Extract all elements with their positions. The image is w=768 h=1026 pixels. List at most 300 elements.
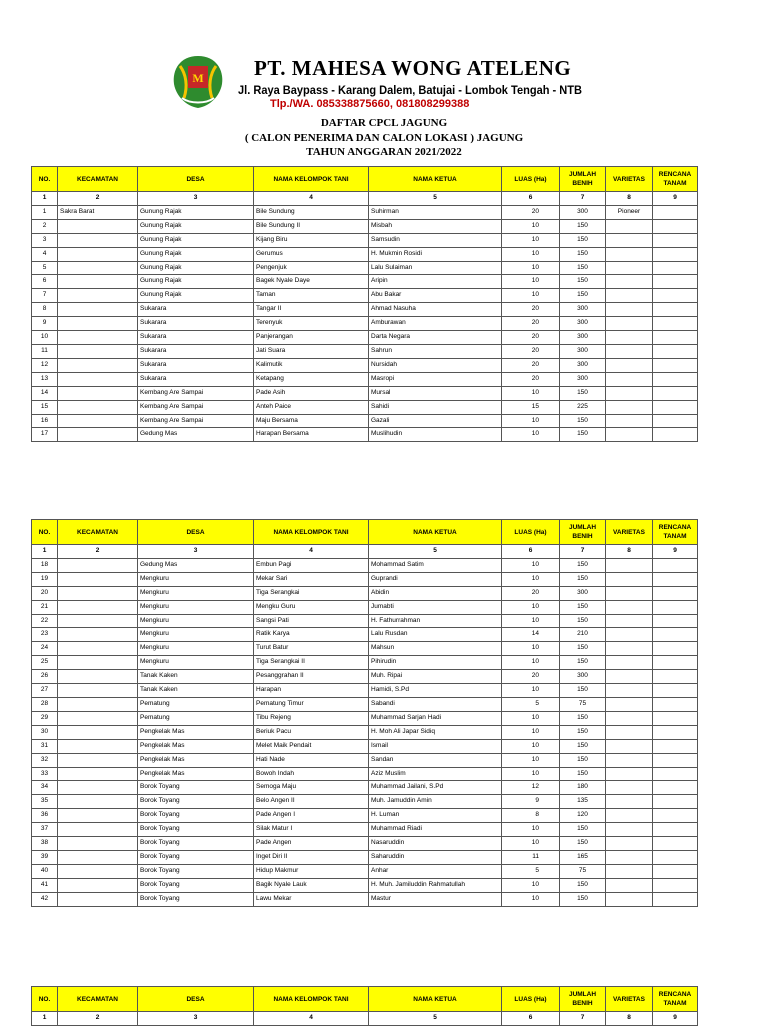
cell-kelompok: Bile Sundung <box>254 205 369 219</box>
cell-desa: Gedung Mas <box>138 558 254 572</box>
column-header-varietas: VARIETAS <box>606 520 653 545</box>
table-row <box>32 303 698 317</box>
cell-varietas <box>606 739 653 753</box>
cell-varietas <box>606 233 653 247</box>
cell-luas: 10 <box>502 823 560 837</box>
column-number: 6 <box>502 545 560 559</box>
cell-no: 12 <box>32 358 58 372</box>
column-number: 2 <box>58 1012 138 1026</box>
column-header-luas: LUAS (Ha) <box>502 520 560 545</box>
cell-kecamatan: Sakra Barat <box>58 205 138 219</box>
column-header-rencana: RENCANA TANAM <box>653 167 698 192</box>
cell-luas: 10 <box>502 837 560 851</box>
cell-no: 1 <box>32 205 58 219</box>
table-row <box>32 344 698 358</box>
cell-kelompok: Tiga Serangkai II <box>254 656 369 670</box>
cell-kecamatan <box>58 372 138 386</box>
column-header-kelompok: NAMA KELOMPOK TANI <box>254 167 369 192</box>
cell-benih: 150 <box>560 767 606 781</box>
table-row <box>32 372 698 386</box>
cell-no: 20 <box>32 586 58 600</box>
cell-benih: 150 <box>560 711 606 725</box>
cell-no: 9 <box>32 317 58 331</box>
cell-luas: 10 <box>502 275 560 289</box>
cell-no: 30 <box>32 725 58 739</box>
cell-rencana <box>653 781 698 795</box>
cell-varietas <box>606 247 653 261</box>
table-row <box>32 892 698 906</box>
cell-varietas <box>606 753 653 767</box>
cell-benih: 300 <box>560 317 606 331</box>
cell-varietas <box>606 809 653 823</box>
cell-no: 6 <box>32 275 58 289</box>
cell-no: 38 <box>32 837 58 851</box>
cell-kecamatan <box>58 739 138 753</box>
cell-kelompok: Bagek Nyale Daye <box>254 275 369 289</box>
cell-ketua: Darta Negara <box>369 331 502 345</box>
cell-benih: 150 <box>560 600 606 614</box>
column-header-desa: DESA <box>138 520 254 545</box>
cell-no: 22 <box>32 614 58 628</box>
column-header-varietas: VARIETAS <box>606 167 653 192</box>
cell-no: 15 <box>32 400 58 414</box>
table-row <box>32 331 698 345</box>
table-row <box>32 414 698 428</box>
cell-luas: 10 <box>502 247 560 261</box>
table-header-row <box>32 520 698 545</box>
cell-no: 21 <box>32 600 58 614</box>
cell-ketua: H. Fathurrahman <box>369 614 502 628</box>
table-row <box>32 275 698 289</box>
cell-rencana <box>653 767 698 781</box>
cell-no: 28 <box>32 697 58 711</box>
cell-varietas <box>606 303 653 317</box>
cell-ketua: H. Muh. Jamiluddin Rahmatullah <box>369 878 502 892</box>
cell-benih: 150 <box>560 753 606 767</box>
cell-varietas <box>606 558 653 572</box>
cell-ketua: Nursidah <box>369 358 502 372</box>
column-number: 5 <box>369 1012 502 1026</box>
cell-no: 18 <box>32 558 58 572</box>
cell-desa: Sukarara <box>138 358 254 372</box>
cell-ketua: Muhammad Jailani, S.Pd <box>369 781 502 795</box>
cell-varietas <box>606 600 653 614</box>
cell-luas: 10 <box>502 414 560 428</box>
cell-no: 29 <box>32 711 58 725</box>
table-row <box>32 767 698 781</box>
cell-luas: 12 <box>502 781 560 795</box>
cell-rencana <box>653 572 698 586</box>
table-row <box>32 317 698 331</box>
cell-varietas <box>606 670 653 684</box>
cell-rencana <box>653 670 698 684</box>
cell-ketua: H. Moh Ali Japar Sidiq <box>369 725 502 739</box>
cell-kelompok: Pade Angen <box>254 837 369 851</box>
cell-no: 26 <box>32 670 58 684</box>
cell-desa: Sukarara <box>138 344 254 358</box>
cell-benih: 300 <box>560 303 606 317</box>
title-line-3: TAHUN ANGGARAN 2021/2022 <box>306 146 462 158</box>
cell-desa: Mengkuru <box>138 614 254 628</box>
cell-kelompok: Maju Bersama <box>254 414 369 428</box>
cell-ketua: Pihirudin <box>369 656 502 670</box>
cell-kelompok: Ratik Karya <box>254 628 369 642</box>
cell-kecamatan <box>58 795 138 809</box>
cell-kelompok: Inget Diri II <box>254 850 369 864</box>
cell-varietas <box>606 697 653 711</box>
cell-kelompok: Kalimutik <box>254 358 369 372</box>
cell-no: 5 <box>32 261 58 275</box>
cell-rencana <box>653 233 698 247</box>
cell-ketua: Misbah <box>369 219 502 233</box>
cell-kecamatan <box>58 684 138 698</box>
company-logo-icon <box>166 52 230 110</box>
cell-rencana <box>653 289 698 303</box>
cell-varietas <box>606 795 653 809</box>
table-header-row <box>32 167 698 192</box>
cell-luas: 5 <box>502 864 560 878</box>
title-line-1: DAFTAR CPCL JAGUNG <box>320 117 448 129</box>
cell-kelompok: Gerumus <box>254 247 369 261</box>
cell-ketua: H. Mukmin Rosidi <box>369 247 502 261</box>
cell-luas: 10 <box>502 558 560 572</box>
column-number: 7 <box>560 192 606 206</box>
column-number: 5 <box>369 192 502 206</box>
cell-benih: 180 <box>560 781 606 795</box>
cell-kecamatan <box>58 331 138 345</box>
cell-desa: Gunung Rajak <box>138 261 254 275</box>
cell-benih: 150 <box>560 558 606 572</box>
cell-luas: 10 <box>502 386 560 400</box>
cell-luas: 10 <box>502 428 560 442</box>
cell-desa: Gunung Rajak <box>138 289 254 303</box>
cell-kecamatan <box>58 697 138 711</box>
cell-benih: 150 <box>560 275 606 289</box>
cell-kecamatan <box>58 878 138 892</box>
table-row <box>32 795 698 809</box>
cell-ketua: Jumabti <box>369 600 502 614</box>
cell-kelompok: Hidup Makmur <box>254 864 369 878</box>
column-number: 3 <box>138 1012 254 1026</box>
cell-rencana <box>653 558 698 572</box>
column-header-luas: LUAS (Ha) <box>502 987 560 1012</box>
cell-rencana <box>653 372 698 386</box>
cell-kecamatan <box>58 767 138 781</box>
cell-varietas <box>606 878 653 892</box>
cell-rencana <box>653 684 698 698</box>
cell-ketua: Muh. Ripai <box>369 670 502 684</box>
cell-desa: Pematung <box>138 697 254 711</box>
cell-rencana <box>653 344 698 358</box>
table-row <box>32 656 698 670</box>
cell-benih: 150 <box>560 572 606 586</box>
cell-ketua: Mursal <box>369 386 502 400</box>
cell-kelompok: Taman <box>254 289 369 303</box>
cell-rencana <box>653 414 698 428</box>
cell-kelompok: Embun Pagi <box>254 558 369 572</box>
cell-ketua: Mohammad Satim <box>369 558 502 572</box>
cell-rencana <box>653 317 698 331</box>
cell-varietas <box>606 386 653 400</box>
cell-desa: Sukarara <box>138 372 254 386</box>
cell-benih: 150 <box>560 289 606 303</box>
cell-no: 19 <box>32 572 58 586</box>
column-header-kecamatan: KECAMATAN <box>58 167 138 192</box>
company-phone: Tlp./WA. 085338875660, 081808299388 <box>270 98 470 110</box>
cell-ketua: Saharuddin <box>369 850 502 864</box>
cell-kelompok: Pesanggrahan II <box>254 670 369 684</box>
column-header-benih: JUMLAH BENIH <box>560 167 606 192</box>
cell-rencana <box>653 331 698 345</box>
cell-desa: Mengkuru <box>138 586 254 600</box>
cell-desa: Mengkuru <box>138 628 254 642</box>
cell-ketua: Abidin <box>369 586 502 600</box>
table-row <box>32 247 698 261</box>
cell-luas: 10 <box>502 289 560 303</box>
cell-ketua: Muhammad Sarjan Hadi <box>369 711 502 725</box>
cell-benih: 150 <box>560 739 606 753</box>
cell-kelompok: Semoga Maju <box>254 781 369 795</box>
cell-varietas <box>606 358 653 372</box>
table-row <box>32 725 698 739</box>
column-header-varietas: VARIETAS <box>606 987 653 1012</box>
cell-rencana <box>653 642 698 656</box>
cell-no: 40 <box>32 864 58 878</box>
cell-benih: 75 <box>560 864 606 878</box>
table-row <box>32 642 698 656</box>
cell-kelompok: Hati Nade <box>254 753 369 767</box>
cell-rencana <box>653 628 698 642</box>
cell-no: 17 <box>32 428 58 442</box>
column-header-rencana: RENCANA TANAM <box>653 520 698 545</box>
cell-no: 25 <box>32 656 58 670</box>
column-number: 1 <box>32 1012 58 1026</box>
cell-ketua: Suhirman <box>369 205 502 219</box>
letterhead <box>166 52 582 114</box>
cell-desa: Pengkelak Mas <box>138 753 254 767</box>
cell-benih: 300 <box>560 670 606 684</box>
column-number: 5 <box>369 545 502 559</box>
cell-desa: Kembang Are Sampai <box>138 400 254 414</box>
cell-luas: 5 <box>502 697 560 711</box>
cell-benih: 150 <box>560 725 606 739</box>
cell-kecamatan <box>58 600 138 614</box>
cell-kelompok: Lawu Mekar <box>254 892 369 906</box>
column-header-no: NO. <box>32 520 58 545</box>
cell-ketua: Sahidi <box>369 400 502 414</box>
table-row <box>32 289 698 303</box>
cell-benih: 150 <box>560 414 606 428</box>
cell-luas: 9 <box>502 795 560 809</box>
cell-kecamatan <box>58 558 138 572</box>
cell-kelompok: Silak Matur I <box>254 823 369 837</box>
cell-varietas <box>606 414 653 428</box>
cell-varietas <box>606 289 653 303</box>
cell-kelompok: Pematung Timur <box>254 697 369 711</box>
cell-no: 24 <box>32 642 58 656</box>
cell-varietas <box>606 261 653 275</box>
column-number: 9 <box>653 545 698 559</box>
cell-luas: 20 <box>502 331 560 345</box>
table-row <box>32 558 698 572</box>
cell-benih: 150 <box>560 892 606 906</box>
cell-kecamatan <box>58 344 138 358</box>
cell-benih: 300 <box>560 205 606 219</box>
cell-kecamatan <box>58 233 138 247</box>
cell-rencana <box>653 275 698 289</box>
cell-no: 10 <box>32 331 58 345</box>
cell-varietas <box>606 823 653 837</box>
column-header-desa: DESA <box>138 167 254 192</box>
cell-ketua: Amburawan <box>369 317 502 331</box>
cell-benih: 150 <box>560 219 606 233</box>
cell-no: 7 <box>32 289 58 303</box>
cell-kelompok: Harapan <box>254 684 369 698</box>
column-header-benih: JUMLAH BENIH <box>560 520 606 545</box>
cell-kelompok: Bile Sundung II <box>254 219 369 233</box>
cell-desa: Borok Toyang <box>138 864 254 878</box>
cell-benih: 300 <box>560 358 606 372</box>
table-row <box>32 809 698 823</box>
cell-kelompok: Pengenjuk <box>254 261 369 275</box>
cell-rencana <box>653 400 698 414</box>
cell-desa: Tanak Kaken <box>138 684 254 698</box>
cell-desa: Tanak Kaken <box>138 670 254 684</box>
cell-luas: 10 <box>502 725 560 739</box>
cell-benih: 150 <box>560 386 606 400</box>
cell-desa: Mengkuru <box>138 572 254 586</box>
column-header-kelompok: NAMA KELOMPOK TANI <box>254 520 369 545</box>
cell-kecamatan <box>58 289 138 303</box>
cell-desa: Gunung Rajak <box>138 275 254 289</box>
cell-luas: 10 <box>502 233 560 247</box>
cell-ketua: Ismail <box>369 739 502 753</box>
cell-varietas <box>606 711 653 725</box>
cell-no: 32 <box>32 753 58 767</box>
cell-no: 33 <box>32 767 58 781</box>
cell-kecamatan <box>58 428 138 442</box>
cell-no: 39 <box>32 850 58 864</box>
column-header-ketua: NAMA KETUA <box>369 987 502 1012</box>
table-row <box>32 628 698 642</box>
cell-desa: Gunung Rajak <box>138 205 254 219</box>
cell-ketua: Ahmad Nasuha <box>369 303 502 317</box>
cell-ketua: Aripin <box>369 275 502 289</box>
cell-benih: 150 <box>560 823 606 837</box>
column-header-kelompok: NAMA KELOMPOK TANI <box>254 987 369 1012</box>
table-row <box>32 600 698 614</box>
table-row <box>32 711 698 725</box>
cell-kelompok: Mekar Sari <box>254 572 369 586</box>
cell-rencana <box>653 600 698 614</box>
cell-no: 8 <box>32 303 58 317</box>
cell-kecamatan <box>58 386 138 400</box>
cell-luas: 14 <box>502 628 560 642</box>
cell-desa: Borok Toyang <box>138 809 254 823</box>
cell-no: 42 <box>32 892 58 906</box>
table-row <box>32 219 698 233</box>
cell-desa: Mengkuru <box>138 642 254 656</box>
cell-varietas <box>606 656 653 670</box>
cell-benih: 150 <box>560 233 606 247</box>
cell-no: 4 <box>32 247 58 261</box>
cell-desa: Pengkelak Mas <box>138 725 254 739</box>
cell-luas: 20 <box>502 205 560 219</box>
cell-benih: 150 <box>560 878 606 892</box>
table-row <box>32 386 698 400</box>
cell-kelompok: Kijang Biru <box>254 233 369 247</box>
cell-ketua: Nasaruddin <box>369 837 502 851</box>
cell-varietas <box>606 219 653 233</box>
cell-kecamatan <box>58 303 138 317</box>
cell-luas: 20 <box>502 303 560 317</box>
cell-luas: 20 <box>502 344 560 358</box>
cell-desa: Kembang Are Sampai <box>138 386 254 400</box>
cell-luas: 10 <box>502 892 560 906</box>
cpcl-table-1 <box>31 166 698 442</box>
column-header-no: NO. <box>32 167 58 192</box>
cell-desa: Borok Toyang <box>138 850 254 864</box>
cell-no: 37 <box>32 823 58 837</box>
cell-varietas <box>606 275 653 289</box>
table-header-row <box>32 987 698 1012</box>
cell-luas: 10 <box>502 219 560 233</box>
column-number: 4 <box>254 192 369 206</box>
cell-varietas <box>606 864 653 878</box>
cell-varietas <box>606 850 653 864</box>
cell-benih: 210 <box>560 628 606 642</box>
cell-rencana <box>653 247 698 261</box>
cell-ketua: Sabandi <box>369 697 502 711</box>
cell-desa: Gedung Mas <box>138 428 254 442</box>
column-header-rencana: RENCANA TANAM <box>653 987 698 1012</box>
document-titles <box>0 116 768 160</box>
table-row <box>32 739 698 753</box>
cell-luas: 10 <box>502 753 560 767</box>
cell-rencana <box>653 892 698 906</box>
cell-rencana <box>653 219 698 233</box>
column-number-row <box>32 1012 698 1026</box>
cell-rencana <box>653 697 698 711</box>
cell-luas: 15 <box>502 400 560 414</box>
cell-luas: 20 <box>502 586 560 600</box>
cell-kelompok: Anteh Paice <box>254 400 369 414</box>
cell-kecamatan <box>58 586 138 600</box>
cell-rencana <box>653 428 698 442</box>
cell-kelompok: Tibu Rejeng <box>254 711 369 725</box>
cell-desa: Gunung Rajak <box>138 247 254 261</box>
cell-luas: 10 <box>502 656 560 670</box>
table-row <box>32 878 698 892</box>
cell-rencana <box>653 809 698 823</box>
column-number: 8 <box>606 1012 653 1026</box>
cell-kecamatan <box>58 850 138 864</box>
cell-luas: 10 <box>502 614 560 628</box>
column-number: 1 <box>32 545 58 559</box>
cell-ketua: Muhammad Riadi <box>369 823 502 837</box>
cell-kelompok: Bagik Nyale Lauk <box>254 878 369 892</box>
cell-varietas <box>606 892 653 906</box>
cell-kelompok: Melet Maik Pendait <box>254 739 369 753</box>
cell-luas: 10 <box>502 572 560 586</box>
cell-benih: 120 <box>560 809 606 823</box>
cell-kelompok: Mengku Guru <box>254 600 369 614</box>
cell-rencana <box>653 586 698 600</box>
column-header-ketua: NAMA KETUA <box>369 167 502 192</box>
cell-kecamatan <box>58 572 138 586</box>
cell-varietas <box>606 572 653 586</box>
column-number: 2 <box>58 545 138 559</box>
